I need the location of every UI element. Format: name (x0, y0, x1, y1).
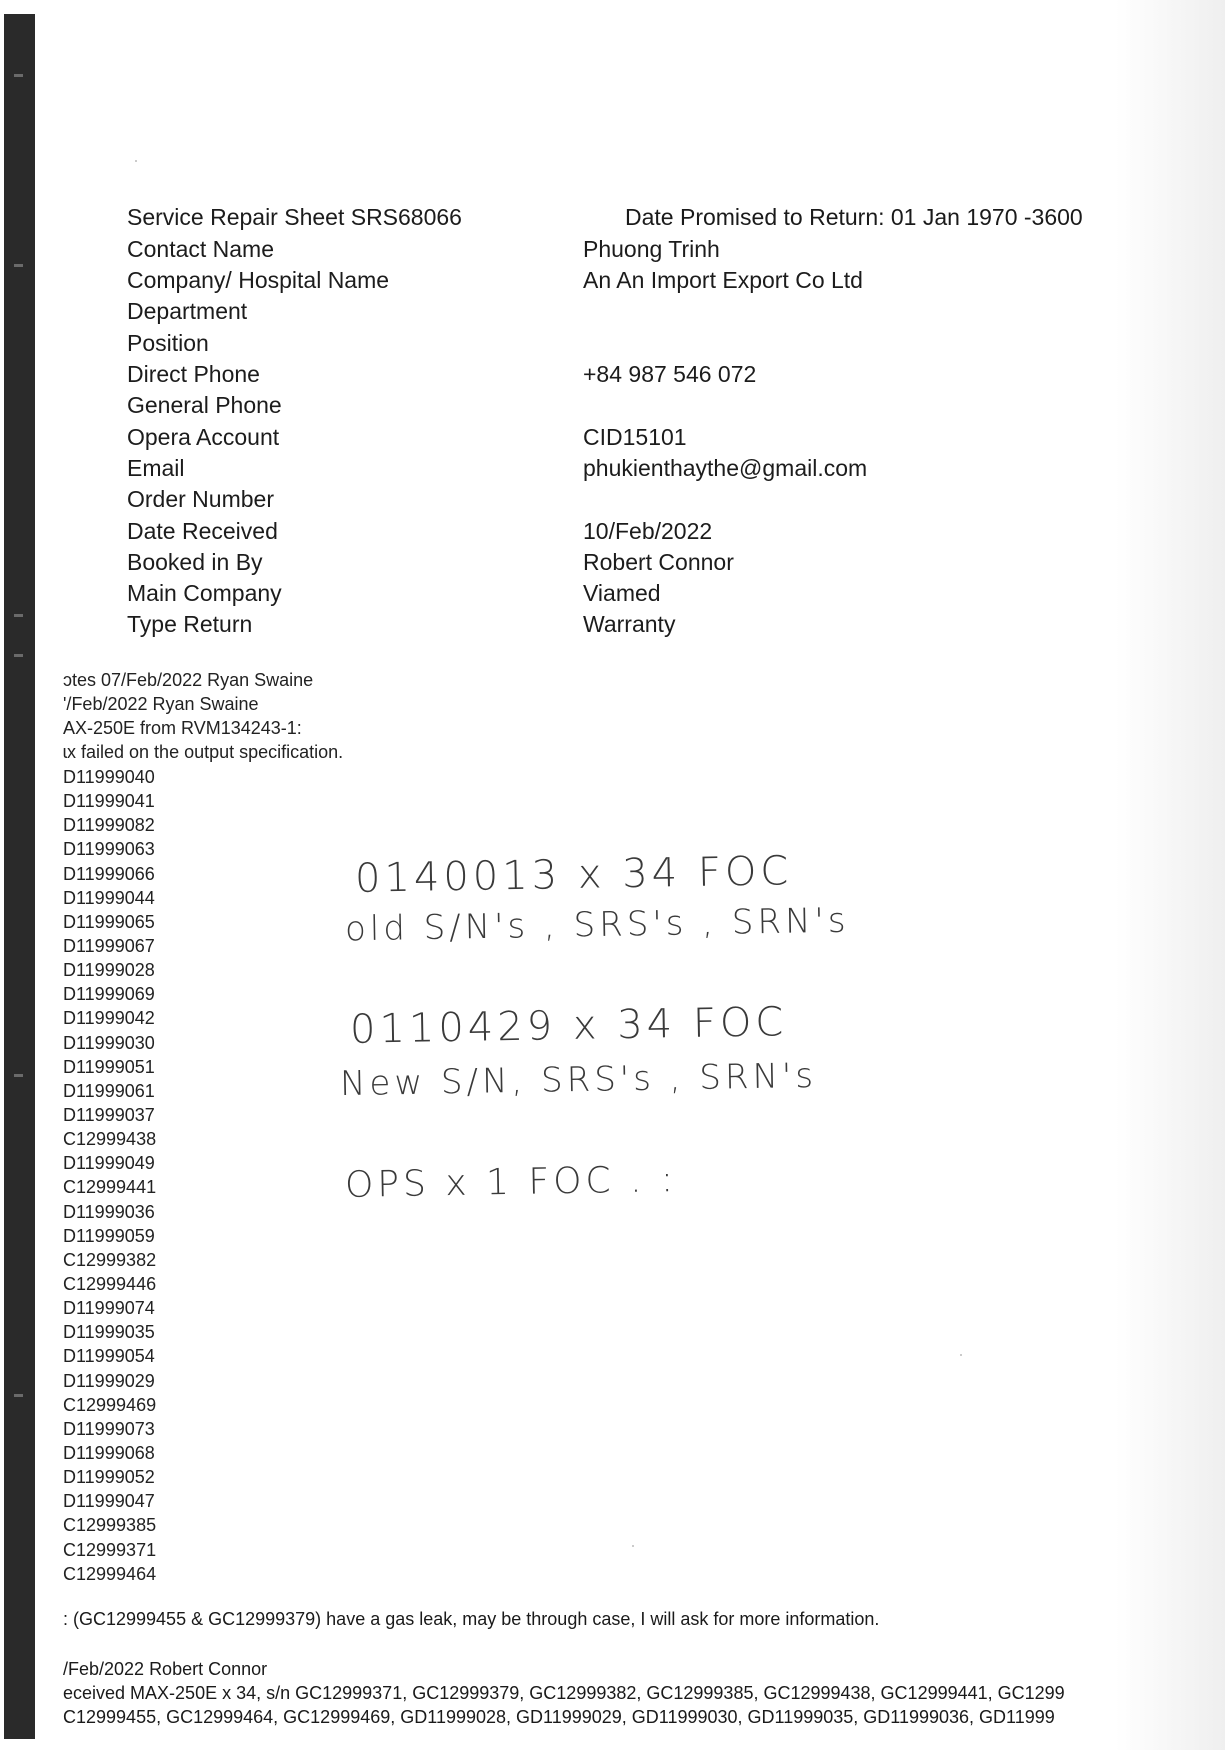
handwritten-line: 0140013 x 34 FOC (354, 848, 793, 902)
gas-leak-note: : (GC12999455 & GC12999379) have a gas leak, may be through case, I will ask for more information. (63, 1609, 880, 1629)
serial-item: D11999068 (63, 1442, 155, 1463)
field-value: Viamed (583, 580, 661, 606)
scan-shading (1115, 0, 1225, 1750)
field-label: Company/ Hospital Name (127, 267, 390, 293)
note-line: AX-250E from RVM134243-1: (63, 718, 302, 738)
serial-item: D11999037 (63, 1104, 155, 1125)
serial-item: C12999371 (63, 1539, 157, 1560)
serial-item: D11999061 (63, 1080, 155, 1101)
serial-item: C12999438 (63, 1129, 157, 1150)
serial-item: D11999063 (63, 839, 155, 860)
serial-item: D11999051 (63, 1056, 155, 1077)
serial-item: D11999035 (63, 1322, 155, 1343)
field-label: Main Company (127, 580, 282, 606)
serial-item: C12999469 (63, 1394, 157, 1415)
serial-item: C12999382 (63, 1249, 157, 1270)
log-line: C12999455, GC12999464, GC12999469, GD11999028, GD11999029, GD11999030, GD11999035, GD11999036, GD11999 (63, 1707, 1055, 1727)
log-line: /Feb/2022 Robert Connor (63, 1659, 268, 1679)
serial-item: D11999044 (63, 887, 155, 908)
field-label: Direct Phone (127, 361, 260, 387)
serial-item: D11999067 (63, 935, 155, 956)
serial-item: C12999385 (63, 1515, 157, 1536)
serial-item: D11999049 (63, 1153, 155, 1174)
serial-item: D11999082 (63, 815, 155, 836)
field-value: CID15101 (583, 424, 687, 450)
field-label: Department (127, 298, 248, 324)
field-label: Email (127, 455, 185, 481)
sheet-title: Service Repair Sheet SRS68066 (127, 204, 462, 230)
scan-edge (4, 14, 35, 1739)
field-value: +84 987 546 072 (583, 361, 757, 387)
note-line: '/Feb/2022 Ryan Swaine (63, 694, 259, 714)
note-line: ɩx failed on the output specification. (63, 742, 344, 762)
field-label: Booked in By (127, 549, 263, 575)
handwritten-line: 0110429 x 34 FOC (349, 999, 788, 1053)
field-value: Phuong Trinh (583, 236, 720, 262)
speck (960, 1354, 962, 1356)
field-label: General Phone (127, 392, 282, 418)
field-value: Robert Connor (583, 549, 734, 575)
speck (632, 1545, 634, 1547)
serial-list (63, 765, 156, 1586)
log-line: eceived MAX-250E x 34, s/n GC12999371, GC12999379, GC12999382, GC12999385, GC12999438, GC12999441, GC1299 (63, 1683, 1065, 1703)
serial-item: D11999028 (63, 960, 155, 981)
serial-item: D11999054 (63, 1346, 155, 1367)
field-label: Position (127, 330, 209, 356)
serial-item: D11999059 (63, 1225, 155, 1246)
field-label: Opera Account (127, 424, 280, 450)
field-value: An An Import Export Co Ltd (583, 267, 863, 293)
serial-item: D11999041 (63, 791, 155, 812)
serial-item: C12999446 (63, 1273, 157, 1294)
field-value: 10/Feb/2022 (583, 518, 713, 544)
speck (135, 160, 137, 162)
serial-item: D11999036 (63, 1201, 155, 1222)
serial-item: D11999042 (63, 1008, 155, 1029)
serial-item: D11999029 (63, 1370, 155, 1391)
handwritten-line: New S/N, SRS's , SRN's (339, 1055, 818, 1105)
field-label: Type Return (127, 611, 253, 637)
serial-item: D11999040 (63, 767, 155, 787)
serial-item: D11999052 (63, 1467, 155, 1488)
field-label: Date Received (127, 518, 278, 544)
serial-item: D11999030 (63, 1032, 155, 1053)
field-label: Contact Name (127, 236, 275, 262)
note-line: ɔtes 07/Feb/2022 Ryan Swaine (63, 670, 314, 690)
serial-item: C12999441 (63, 1177, 157, 1198)
serial-item: D11999073 (63, 1418, 155, 1439)
serial-item: C12999464 (63, 1563, 157, 1584)
serial-item: D11999047 (63, 1491, 155, 1512)
handwritten-line: old S/N's , SRS's , SRN's (344, 900, 850, 950)
field-value: Warranty (583, 611, 676, 637)
handwritten-line: OPS x 1 FOC . : (344, 1159, 678, 1206)
serial-item: D11999065 (63, 911, 155, 932)
field-label: Order Number (127, 486, 274, 512)
serial-item: D11999066 (63, 863, 155, 884)
serial-item: D11999069 (63, 984, 155, 1005)
serial-item: D11999074 (63, 1298, 155, 1319)
date-promised: Date Promised to Return: 01 Jan 1970 -3600 (625, 204, 1083, 230)
field-value: phukienthaythe@gmail.com (583, 455, 868, 481)
